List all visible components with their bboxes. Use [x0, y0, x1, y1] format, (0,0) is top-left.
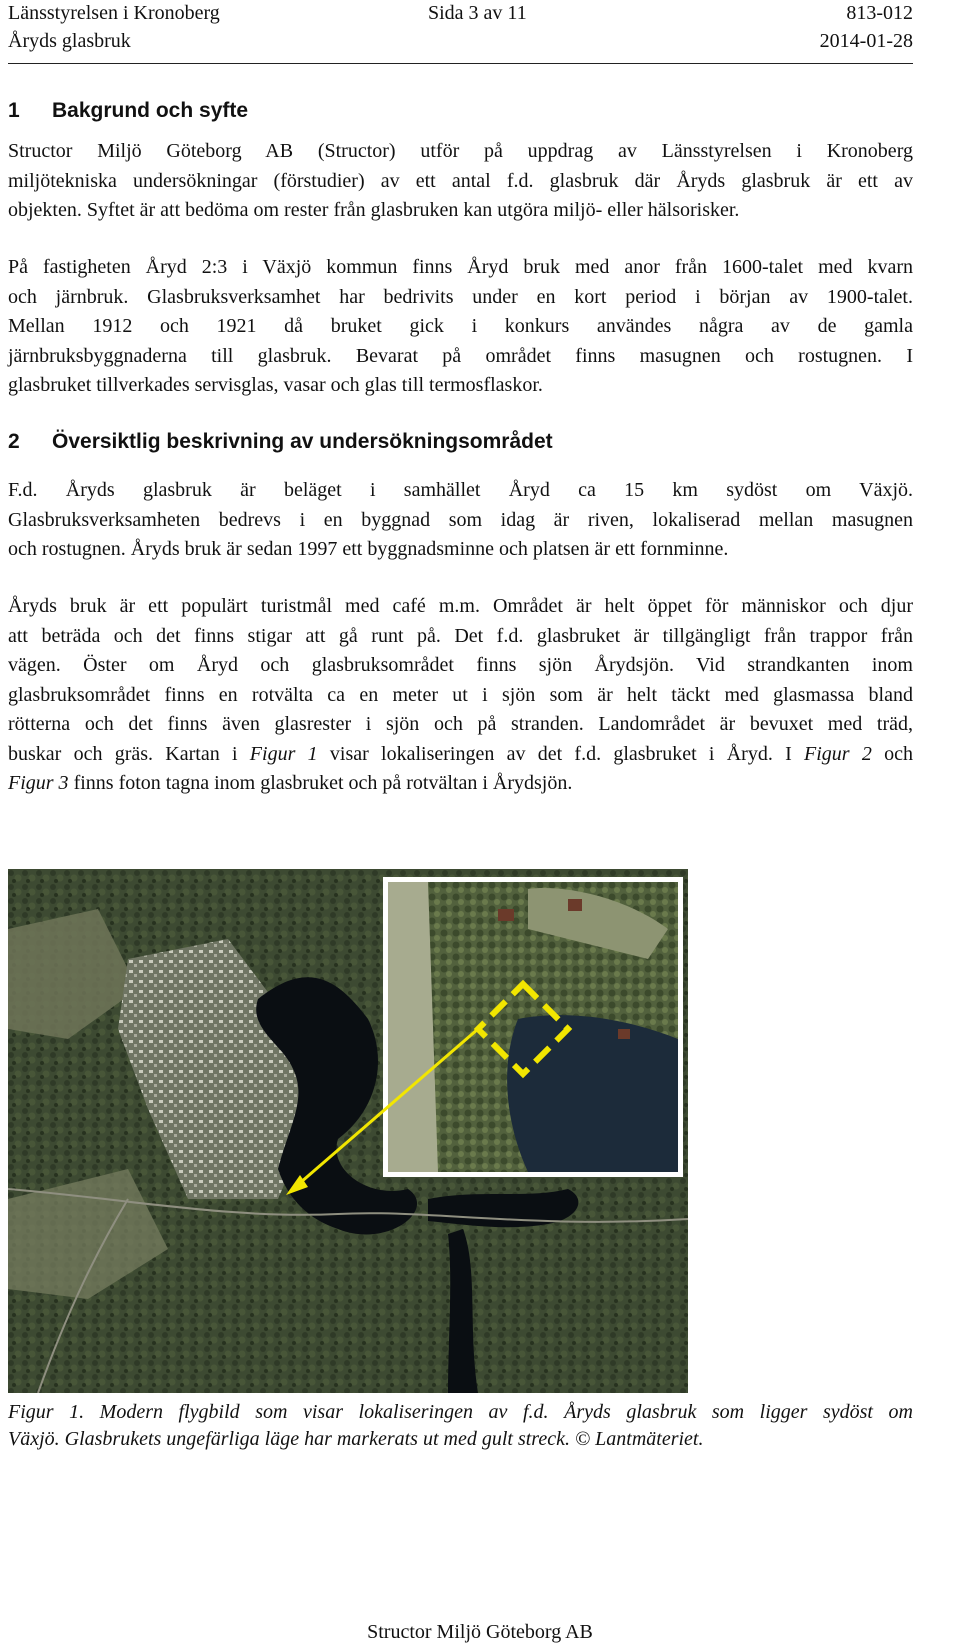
figure-2-reference: Figur 2 [804, 742, 872, 765]
text-line: Mellan 1912 och 1921 då bruket gick i konkurs användes några av de gamla [8, 315, 913, 337]
building [618, 1029, 630, 1039]
building [568, 899, 582, 911]
header-org: Länsstyrelsen i Kronoberg [8, 2, 220, 24]
text-run: finns foton tagna inom glasbruket och på rotvältan i Årydsjön. [68, 772, 573, 794]
text-line: glasbruksområdet finns en rotvälta ca en meter ut i sjön som är helt täckt med glasmassa bland [8, 683, 913, 706]
header-divider [8, 63, 913, 64]
building [498, 909, 514, 921]
header-project: Åryds glasbruk [8, 30, 131, 52]
text-line: och rostugnen. Åryds bruk är sedan 1997 ett byggnadsminne och platsen är ett fornminne. [8, 538, 729, 560]
caption-line: Växjö. Glasbrukets ungefärliga läge har markerats ut med gult streck. © Lantmäteriet. [8, 1428, 704, 1450]
page-footer: Structor Miljö Göteborg AB [367, 1621, 593, 1643]
section-1-paragraph-2 [8, 253, 913, 401]
figure-1-reference: Figur 1 [249, 742, 318, 765]
caption-line: Figur 1. Modern flygbild som visar lokaliseringen av f.d. Åryds glasbruk som ligger sydöst om [8, 1401, 913, 1423]
section-2-title: Översiktlig beskrivning av undersökningsområdet [52, 430, 553, 453]
text-line: F.d. Åryds glasbruk är beläget i samhället Åryd ca 15 km sydöst om Växjö. [8, 479, 913, 501]
section-2-heading [8, 429, 553, 455]
section-1-number: 1 [8, 99, 20, 122]
section-1-title: Bakgrund och syfte [52, 99, 249, 122]
text-run: buskar och gräs. Kartan i [8, 742, 250, 765]
text-line [8, 740, 913, 770]
text-line: vägen. Öster om Åryd och glasbruksområdet finns sjön Årydsjön. Vid strandkanten inom [8, 654, 913, 676]
text-line: miljötekniska undersökningar (förstudier) av ett antal f.d. glasbruk där Åryds glasbruk är ett av [8, 169, 913, 192]
section-2-paragraph-1 [8, 476, 913, 565]
section-2-paragraph-2 [8, 592, 913, 799]
text-line: Åryds bruk är ett populärt turistmål med café m.m. Området är helt öppet för människor och djur [8, 595, 913, 617]
text-line: Glasbruksverksamheten bedrevs i en byggnad som idag är riven, lokaliserad mellan masugnen [8, 508, 913, 531]
aerial-photo [8, 869, 688, 1393]
text-line: glasbruket tillverkades servisglas, vasar och glas till termosflaskor. [8, 374, 543, 396]
figure-3-reference: Figur 3 [8, 772, 69, 794]
text-line: Structor Miljö Göteborg AB (Structor) utför på uppdrag av Länsstyrelsen i Kronoberg [8, 140, 913, 162]
text-line: objekten. Syftet är att bedöma om rester från glasbruken kan utgöra miljö- eller hälsorisker. [8, 199, 740, 221]
text-line [8, 769, 913, 799]
text-line: järnbruksbyggnaderna till glasbruk. Bevarat på området finns masugnen och rostugnen. I [8, 344, 913, 367]
text-line: och järnbruk. Glasbruksverksamhet har bedrivits under en kort period i början av 1900-talet. [8, 285, 913, 308]
section-1-paragraph-1 [8, 137, 913, 226]
text-run: och [871, 742, 913, 765]
header-page-number: Sida 3 av 11 [428, 2, 527, 24]
section-1-heading [8, 98, 248, 124]
text-line: På fastigheten Åryd 2:3 i Växjö kommun finns Åryd bruk med anor från 1600-talet med kvarn [8, 256, 913, 278]
figure-caption [8, 1399, 913, 1453]
aerial-photo-figure [8, 869, 688, 1393]
text-line: rötterna och det finns även glasrester i sjön och på stranden. Landområdet är bevuxet med träd, [8, 713, 913, 735]
inset-lake [507, 1015, 678, 1172]
text-line: att beträda och det finns stigar att gå runt på. Det f.d. glasbruket är tillgängligt från trappor från [8, 624, 913, 647]
page-header [8, 0, 913, 56]
header-doc-number: 813-012 [846, 2, 913, 24]
text-run: visar lokaliseringen av det f.d. glasbruket i Åryd. I [317, 742, 805, 765]
header-date: 2014-01-28 [819, 30, 913, 52]
section-2-number: 2 [8, 430, 20, 453]
